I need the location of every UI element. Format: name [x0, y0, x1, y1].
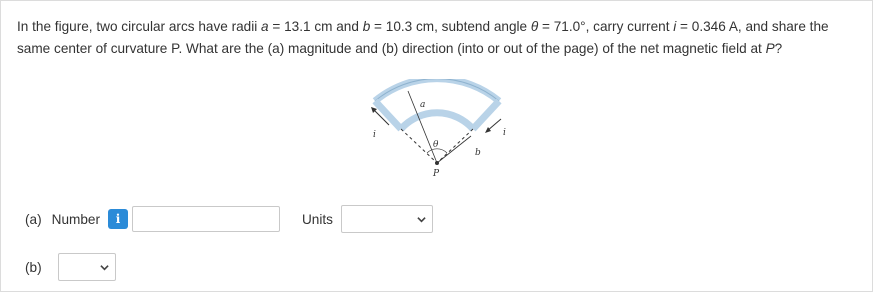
inner-arc-b	[401, 113, 473, 129]
question-text-part: = 13.1 cm and	[268, 19, 363, 34]
label-i-left: i	[373, 130, 376, 140]
question-text-part: = 71.0°, carry current	[538, 19, 674, 34]
variable-a: a	[261, 19, 269, 34]
units-select[interactable]	[341, 205, 433, 233]
question-text-part: = 0.346 A, and share the same center of curvature P. What are the (a) magnitude and (b) direction (into or out of the page) of the net magnetic field at	[17, 19, 829, 56]
question-text-part: ?	[774, 41, 783, 56]
part-b-row	[25, 253, 116, 281]
units-label: Units	[301, 211, 333, 227]
variable-theta: θ	[530, 19, 539, 34]
label-p: P	[433, 169, 440, 179]
label-a: a	[420, 100, 426, 110]
part-a-row	[25, 205, 433, 233]
right-dashed-radius	[437, 129, 473, 163]
number-input[interactable]	[132, 206, 280, 232]
part-a-label: (a)	[25, 211, 42, 227]
question-text-part: In the figure, two circular arcs have radii	[17, 19, 262, 34]
chevron-down-icon	[100, 263, 109, 272]
direction-select[interactable]	[58, 253, 116, 281]
variable-i: i	[673, 19, 677, 34]
circular-arcs-figure	[363, 79, 513, 189]
outer-arc-a	[375, 79, 499, 101]
right-radial-lead	[473, 101, 499, 129]
point-p-dot	[435, 161, 439, 165]
part-b-label: (b)	[25, 259, 42, 275]
label-i-right: i	[503, 128, 506, 138]
chevron-down-icon	[417, 215, 426, 224]
question-text	[17, 16, 857, 60]
question-text-part: = 10.3 cm, subtend angle	[370, 19, 531, 34]
variable-p: P	[765, 41, 775, 56]
label-b: b	[475, 148, 481, 158]
left-dashed-radius	[401, 129, 437, 163]
number-label: Number	[51, 211, 100, 227]
variable-b: b	[362, 19, 371, 34]
label-theta: θ	[433, 140, 439, 150]
info-icon[interactable]: i	[108, 209, 128, 229]
